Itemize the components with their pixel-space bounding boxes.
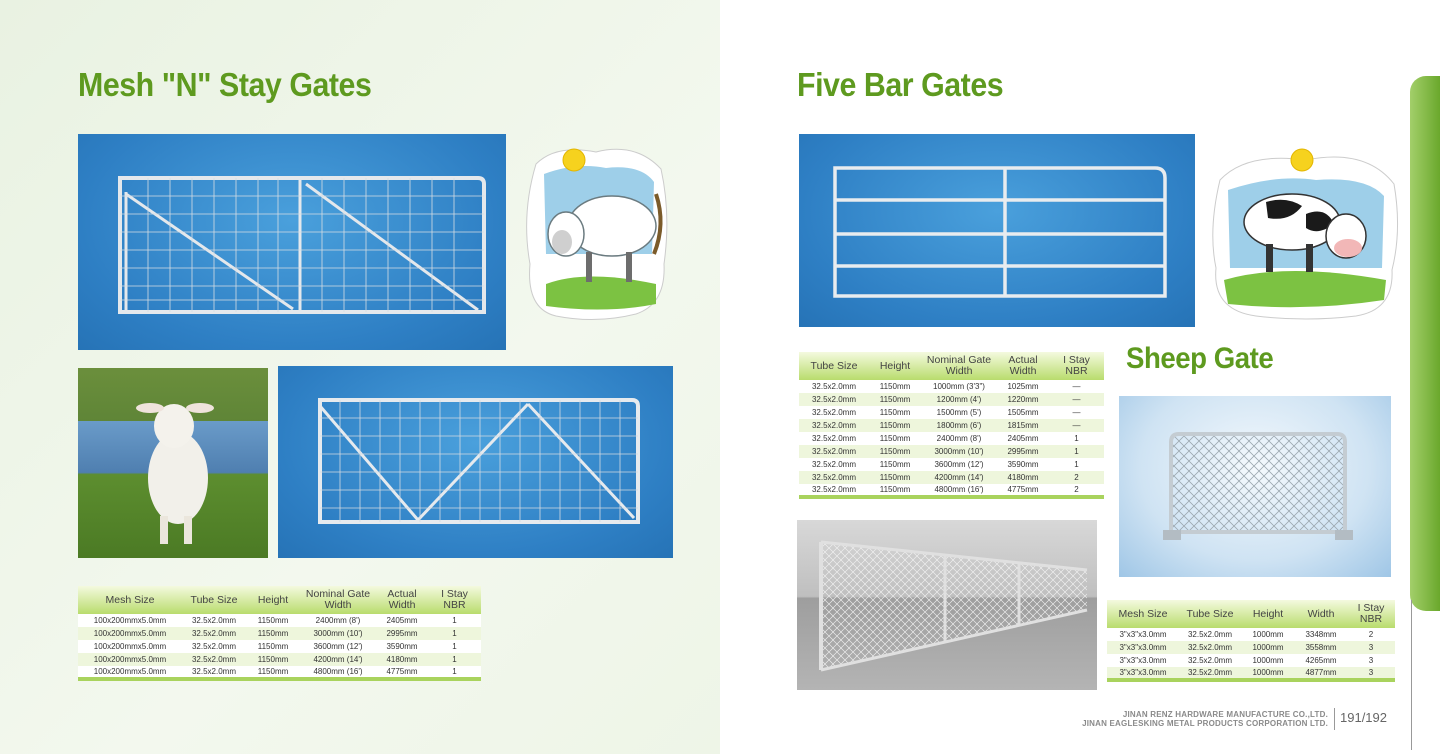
table-cell: 1025mm <box>997 380 1049 393</box>
table-header: Height <box>869 352 921 380</box>
table-cell: 32.5x2.0mm <box>1179 667 1241 680</box>
table-cell: 1150mm <box>869 471 921 484</box>
mesh-v-stay-gate-photo <box>278 366 673 558</box>
table-cell: 32.5x2.0mm <box>799 458 869 471</box>
table-header: I Stay NBR <box>428 586 481 614</box>
table-cell: 4877mm <box>1295 667 1347 680</box>
footer-company-1: JINAN RENZ HARDWARE MANUFACTURE CO.,LTD. <box>1122 710 1328 719</box>
table-cell: 1200mm (4') <box>921 393 997 406</box>
table-row <box>799 445 1104 458</box>
table-cell: 1150mm <box>246 627 300 640</box>
table-cell: 2 <box>1049 471 1104 484</box>
table-row <box>78 614 481 627</box>
table-cell: 4180mm <box>997 471 1049 484</box>
table-cell: 3"x3"x3.0mm <box>1107 628 1179 641</box>
table-cell: 3558mm <box>1295 641 1347 654</box>
table-cell: 32.5x2.0mm <box>182 614 246 627</box>
table-row <box>1107 667 1395 680</box>
table-header-row <box>78 586 481 614</box>
table-cell: 3600mm (12') <box>921 458 997 471</box>
table-cell: 3600mm (12') <box>300 640 376 653</box>
mesh-n-stay-gate-photo <box>78 134 506 350</box>
five-bar-gates-spec-table <box>799 352 1104 499</box>
table-cell: 32.5x2.0mm <box>182 666 246 679</box>
table-header: Nominal Gate Width <box>300 586 376 614</box>
table-row <box>1107 628 1395 641</box>
table-cell: 1150mm <box>869 484 921 497</box>
sheep-cartoon <box>516 134 672 326</box>
table-cell: 2405mm <box>376 614 428 627</box>
table-header: Actual Width <box>376 586 428 614</box>
table-cell: 4180mm <box>376 653 428 666</box>
table-cell: 32.5x2.0mm <box>799 471 869 484</box>
table-cell: 32.5x2.0mm <box>182 653 246 666</box>
table-cell: 100x200mmx5.0mm <box>78 627 182 640</box>
table-row <box>799 380 1104 393</box>
table-cell: 1 <box>1049 432 1104 445</box>
table-cell: 1 <box>428 640 481 653</box>
table-row <box>799 419 1104 432</box>
table-cell: 1 <box>1049 445 1104 458</box>
table-cell: 32.5x2.0mm <box>799 432 869 445</box>
table-cell: 4800mm (16') <box>921 484 997 497</box>
table-cell: 4800mm (16') <box>300 666 376 679</box>
table-cell: 3"x3"x3.0mm <box>1107 641 1179 654</box>
table-cell: 1505mm <box>997 406 1049 419</box>
table-cell: 32.5x2.0mm <box>799 380 869 393</box>
table-cell: 32.5x2.0mm <box>799 406 869 419</box>
table-cell: 3 <box>1347 641 1395 654</box>
table-row <box>799 484 1104 497</box>
table-cell: 1000mm <box>1241 654 1295 667</box>
table-header: Height <box>246 586 300 614</box>
table-header-row <box>1107 600 1395 628</box>
table-row <box>1107 641 1395 654</box>
table-cell: 4200mm (14') <box>921 471 997 484</box>
table-header: Tube Size <box>1179 600 1241 628</box>
table-cell: 1220mm <box>997 393 1049 406</box>
table-cell: 1150mm <box>246 640 300 653</box>
footer-divider <box>1334 708 1335 730</box>
table-cell: — <box>1049 419 1104 432</box>
table-cell: 2995mm <box>997 445 1049 458</box>
table-cell: 100x200mmx5.0mm <box>78 666 182 679</box>
table-cell: 1150mm <box>246 653 300 666</box>
table-cell: 4775mm <box>376 666 428 679</box>
table-row <box>799 393 1104 406</box>
cow-cartoon <box>1206 140 1401 320</box>
table-cell: 1150mm <box>869 406 921 419</box>
table-cell: 3"x3"x3.0mm <box>1107 654 1179 667</box>
table-cell: 1000mm <box>1241 667 1295 680</box>
table-cell: 32.5x2.0mm <box>799 445 869 458</box>
table-cell: 3348mm <box>1295 628 1347 641</box>
table-row <box>799 458 1104 471</box>
table-cell: 3590mm <box>997 458 1049 471</box>
table-header: Tube Size <box>799 352 869 380</box>
lamb-photo <box>78 368 268 558</box>
table-cell: 3 <box>1347 654 1395 667</box>
table-cell: 1150mm <box>869 380 921 393</box>
table-cell: 100x200mmx5.0mm <box>78 640 182 653</box>
table-cell: — <box>1049 406 1104 419</box>
table-cell: 32.5x2.0mm <box>799 419 869 432</box>
table-cell: 1 <box>428 653 481 666</box>
mesh-gates-spec-table <box>78 586 481 681</box>
table-header: I Stay NBR <box>1347 600 1395 628</box>
table-cell: 1 <box>1049 458 1104 471</box>
table-row <box>799 471 1104 484</box>
table-cell: 4265mm <box>1295 654 1347 667</box>
table-cell: 32.5x2.0mm <box>799 484 869 497</box>
table-cell: 1 <box>428 627 481 640</box>
sheep-gate-photo <box>1119 396 1391 577</box>
table-cell: 3"x3"x3.0mm <box>1107 667 1179 680</box>
table-cell: 32.5x2.0mm <box>1179 628 1241 641</box>
sheep-gate-title: Sheep Gate <box>1126 342 1274 375</box>
five-bar-gate-photo <box>799 134 1195 327</box>
table-row <box>799 406 1104 419</box>
table-header: Width <box>1295 600 1347 628</box>
table-cell: 2995mm <box>376 627 428 640</box>
mesh-gates-title: Mesh "N" Stay Gates <box>78 66 372 103</box>
table-cell: 1000mm <box>1241 628 1295 641</box>
table-cell: 32.5x2.0mm <box>182 640 246 653</box>
table-cell: 32.5x2.0mm <box>182 627 246 640</box>
table-row <box>78 640 481 653</box>
installed-fence-photo <box>797 520 1097 690</box>
sheep-gate-spec-table <box>1107 600 1395 682</box>
table-cell: 3000mm (10') <box>921 445 997 458</box>
table-cell: 1150mm <box>869 419 921 432</box>
page-number: 191/192 <box>1340 710 1387 725</box>
table-header: Nominal Gate Width <box>921 352 997 380</box>
table-cell: 100x200mmx5.0mm <box>78 653 182 666</box>
table-cell: 32.5x2.0mm <box>1179 654 1241 667</box>
table-cell: 100x200mmx5.0mm <box>78 614 182 627</box>
table-cell: 1000mm (3'3") <box>921 380 997 393</box>
table-header: I Stay NBR <box>1049 352 1104 380</box>
table-header: Actual Width <box>997 352 1049 380</box>
table-header: Tube Size <box>182 586 246 614</box>
table-cell: 2405mm <box>997 432 1049 445</box>
table-cell: 1150mm <box>869 445 921 458</box>
table-cell: 1000mm <box>1241 641 1295 654</box>
table-cell: 4200mm (14') <box>300 653 376 666</box>
table-cell: 32.5x2.0mm <box>799 393 869 406</box>
table-cell: 3000mm (10') <box>300 627 376 640</box>
table-header: Mesh Size <box>78 586 182 614</box>
table-cell: 32.5x2.0mm <box>1179 641 1241 654</box>
table-cell: 2400mm (8') <box>300 614 376 627</box>
table-cell: 1150mm <box>869 432 921 445</box>
five-bar-gates-title: Five Bar Gates <box>797 66 1004 103</box>
table-cell: 1150mm <box>246 666 300 679</box>
table-header: Height <box>1241 600 1295 628</box>
table-cell: 3590mm <box>376 640 428 653</box>
table-row <box>78 653 481 666</box>
table-cell: 1150mm <box>246 614 300 627</box>
table-cell: — <box>1049 380 1104 393</box>
table-cell: 1500mm (5') <box>921 406 997 419</box>
table-row <box>1107 654 1395 667</box>
table-cell: — <box>1049 393 1104 406</box>
table-row <box>78 666 481 679</box>
table-cell: 2 <box>1347 628 1395 641</box>
table-cell: 1800mm (6') <box>921 419 997 432</box>
table-cell: 1150mm <box>869 393 921 406</box>
table-cell: 3 <box>1347 667 1395 680</box>
table-header: Mesh Size <box>1107 600 1179 628</box>
table-cell: 1150mm <box>869 458 921 471</box>
page-side-tab <box>1410 76 1440 611</box>
table-cell: 1815mm <box>997 419 1049 432</box>
table-row <box>78 627 481 640</box>
side-divider <box>1411 600 1412 750</box>
table-cell: 1 <box>428 666 481 679</box>
table-cell: 2400mm (8') <box>921 432 997 445</box>
table-cell: 4775mm <box>997 484 1049 497</box>
table-cell: 2 <box>1049 484 1104 497</box>
table-header-row <box>799 352 1104 380</box>
table-cell: 1 <box>428 614 481 627</box>
footer-company-2: JINAN EAGLESKING METAL PRODUCTS CORPORATION LTD. <box>1082 719 1328 728</box>
table-row <box>799 432 1104 445</box>
